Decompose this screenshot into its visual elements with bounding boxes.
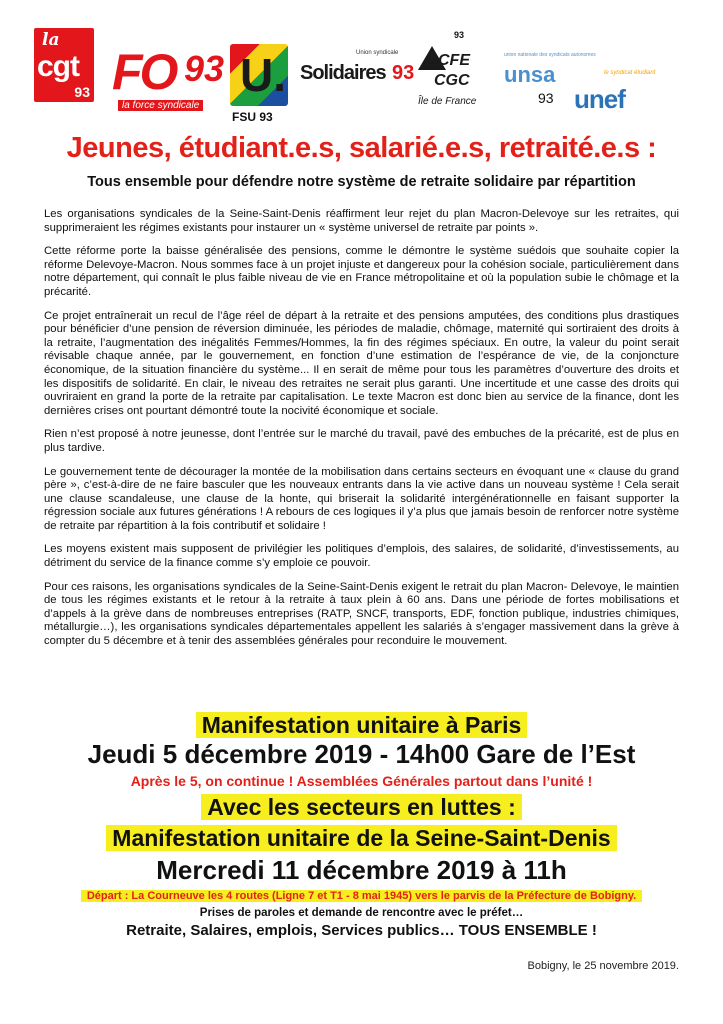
continue-notice: Après le 5, on continue ! Assemblées Générales partout dans l’unité ! xyxy=(130,773,593,789)
cgt-la-text: la xyxy=(42,30,60,50)
cfecgc-line2: CGC xyxy=(434,72,470,89)
paragraph: Ce projet entraînerait un recul de l’âge réel de départ à la retraite et des pensions amputées, des conditions plus drastiques pour bénéficier d’une pension de réversion diminuée, les périodes de maladie, chômage, maternité qui sortiraient des droits à la retraite, l’augmentation des inégalités Femmes/Hommes, la fin des régimes spéciaux. En outre, la valeur du point serait révisable chaque année, par le gouvernement, en fonction d’une estimation de l’espérance de vie, de la conjoncture économique, de la situation financière du système... Il en serait de même pour tous les paramètres d’ouverture des droits et les dispositifs de solidarité. En clair, le niveau des retraites ne serait plus garanti. Une incertitude et une casse des droits qui ouvriraient en grand la porte de la retraite par capitalisation. Le texte Macron est donc bien au service de la finance, dont les dernières crises ont pourtant démontré toute la nocivité économique et sociale. xyxy=(44,309,679,417)
logo-band xyxy=(28,24,698,124)
sectors-heading: Avec les secteurs en luttes : xyxy=(201,794,522,820)
fsu-label: FSU 93 xyxy=(232,110,273,124)
departure-info: Départ : La Courneuve les 4 routes (Ligne 7 et T1 - 8 mai 1945) vers le parvis de la Préfecture de Bobigny. xyxy=(81,890,642,902)
slogan: Retraite, Salaires, emplois, Services publics… TOUS ENSEMBLE ! xyxy=(126,922,597,939)
fo-number: 93 xyxy=(184,48,225,89)
speeches-info: Prises de paroles et demande de rencontre avec le préfet… xyxy=(199,907,524,919)
solidaires-number: 93 xyxy=(392,62,415,84)
headline: Jeunes, étudiant.e.s, salarié.e.s, retraité.e.s : xyxy=(66,132,657,164)
unsa-logo xyxy=(504,52,596,110)
cfecgc-region: Île de France xyxy=(418,96,477,107)
paragraph: Cette réforme porte la baisse généralisée des pensions, comme le démontre le système suédois que souhaite copier la réforme Delevoye-Macron. Nous sommes face à un projet injuste et dangereux pour la cohésion sociale, particulièrement dans notre département, qui connaît le plus faible niveau de vie en France métropolitaine et où la population subie le chômage et la précarité. xyxy=(44,245,679,298)
solidaires-logo xyxy=(300,50,418,90)
signature-date: Bobigny, le 25 novembre 2019. xyxy=(527,960,679,972)
paragraph: Les organisations syndicales de la Seine-Saint-Denis réaffirment leur rejet du plan Macron-Delevoye sur les retraites, qui supprimeraient les régimes existants pour instaurer un « système universel de retraite par points ». xyxy=(44,208,679,234)
paragraph: Le gouvernement tente de décourager la montée de la mobilisation dans certains secteurs en évoquant une « clause du grand père », c’est-à-dire de ne faire basculer que les nouveaux entrants dans la vie active dans un nouveau système ! Cela serait une clause scandaleuse, une clause de la honte, qui briserait la solidarité intergénérationnelle en faisant supporter la régression sociale aux futures générations ! A rebours de ces logiques il y’a plus que jamais besoin de renforcer notre système de retraite par répartition à la fois contributif et solidaire ! xyxy=(44,465,679,532)
paragraph: Rien n’est proposé à notre jeunesse, dont l’entrée sur le marché du travail, pavé des embuches de la précarité, est de plus en plus tardive. xyxy=(44,428,679,454)
paris-demo-date: Jeudi 5 décembre 2019 - 14h00 Gare de l’Est xyxy=(87,739,636,769)
unef-logo xyxy=(574,70,658,114)
cfecgc-logo xyxy=(414,30,496,118)
cgt-logo xyxy=(34,28,94,102)
unef-name: unef xyxy=(574,84,625,114)
paragraph: Les moyens existent mais supposent de privilégier les politiques d’emplois, des salaires, de solidarité, d’investissements, au détriment du service de la finance comme s’y emploie ce pouvoir. xyxy=(44,543,679,570)
fsu-u-mark: U. xyxy=(240,49,286,101)
unsa-number: 93 xyxy=(538,90,554,106)
unsa-name: unsa xyxy=(504,62,556,87)
cgt-name: cgt xyxy=(37,50,79,83)
ssd-demo-date: Mercredi 11 décembre 2019 à 11h xyxy=(156,855,567,885)
ssd-demo-title: Manifestation unitaire de la Seine-Saint-Denis xyxy=(106,825,616,851)
unef-tagline: le syndicat étudiant xyxy=(604,70,656,76)
paragraph: Pour ces raisons, les organisations syndicales de la Seine-Saint-Denis exigent le retrait du plan Macron- Delevoye, le maintien de tous les régimes existants et le retour à la retraite à taux plein à 60 ans. Dans une période de fortes mobilisations et d’appels à la grève dans de nombreuses entreprises (RATP, SNCF, transports, EDF, fonction publique, industries chimiques, métallurgie…), les organisations syndicales départementales appellent les salariés à s’engager massivement dans la grève à compter du 5 décembre et à tenir des assemblées générales pour reconduire le mouvement. xyxy=(44,580,679,648)
subheadline: Tous ensemble pour défendre notre système de retraite solidaire par répartition xyxy=(87,174,636,190)
fo-tagline: la force syndicale xyxy=(118,100,203,111)
solidaires-name: Solidaires xyxy=(300,62,386,84)
cfecgc-line1: CFE xyxy=(438,52,470,69)
fo-logo xyxy=(112,44,225,112)
fsu-logo xyxy=(230,44,292,128)
paris-demo-title: Manifestation unitaire à Paris xyxy=(196,712,528,738)
fo-name: FO xyxy=(112,44,176,100)
event-block xyxy=(0,711,723,941)
solidaires-small-text: Union syndicale xyxy=(356,50,399,56)
cgt-number: 93 xyxy=(74,84,90,100)
body-text xyxy=(44,208,679,659)
unsa-top-text: union nationale des syndicats autonomes xyxy=(504,52,596,58)
cfecgc-number: 93 xyxy=(454,30,465,40)
